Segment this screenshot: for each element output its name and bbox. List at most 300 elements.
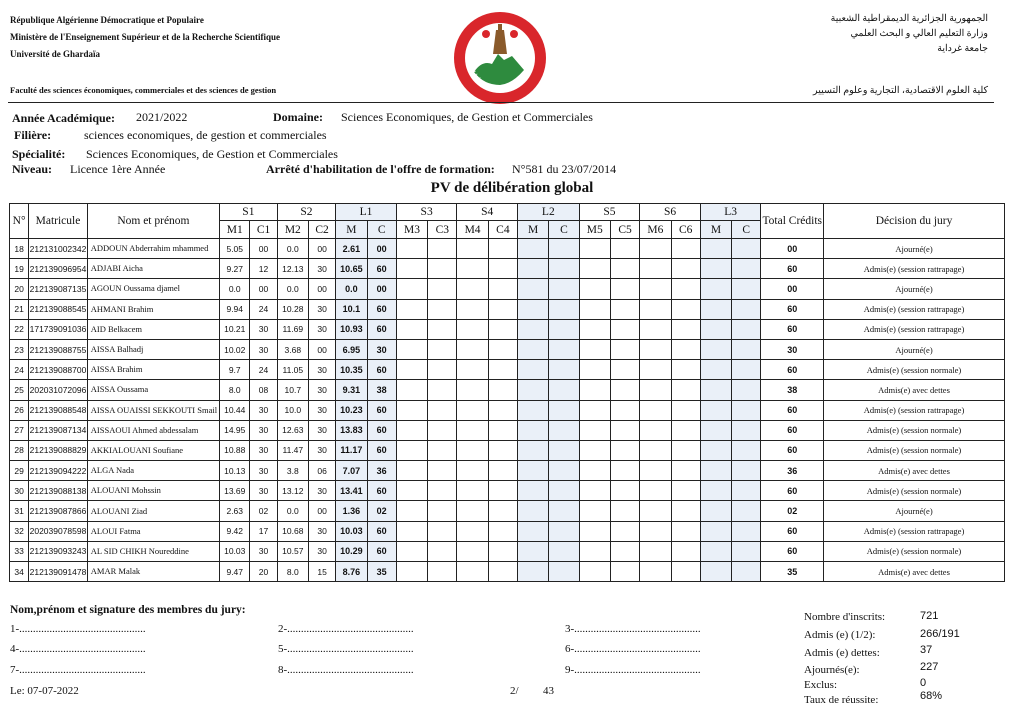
empty-grade-cell [610,420,639,440]
faculty-ar: كلية العلوم الاقتصادية، التجارية وعلوم التسيير [813,86,988,96]
empty-grade-cell [518,400,549,420]
empty-grade-cell [671,481,700,501]
empty-grade-cell [518,501,549,521]
empty-grade-cell [488,481,517,501]
empty-grade-cell [610,339,639,359]
empty-grade-cell [428,339,457,359]
empty-grade-cell [396,562,427,582]
empty-grade-cell [457,239,488,259]
empty-grade-cell [396,360,427,380]
s1-m1-cell: 10.44 [220,400,250,420]
l1-moyenne-cell: 10.23 [336,400,367,420]
name-cell: AISSA Balhadj [87,339,219,359]
empty-grade-cell [579,319,610,339]
table-row [10,259,1005,279]
l1-credits-cell: 60 [367,420,396,440]
col-decision: Décision du jury [824,204,1005,239]
name-cell: ADDOUN Abderrahim mhammed [87,239,219,259]
empty-grade-cell [428,259,457,279]
empty-grade-cell [396,461,427,481]
empty-grade-cell [610,481,639,501]
empty-grade-cell [457,420,488,440]
l1-credits-cell: 60 [367,299,396,319]
empty-grade-cell [518,562,549,582]
col-total: Total Crédits [761,204,824,239]
s2-c2-cell: 30 [308,440,335,460]
empty-grade-cell [518,420,549,440]
s1-m1-cell: 2.63 [220,501,250,521]
name-cell: AISSA Oussama [87,380,219,400]
l1-moyenne-cell: 10.03 [336,521,367,541]
empty-grade-cell [732,440,761,460]
l1-credits-cell: 60 [367,521,396,541]
empty-grade-cell [488,380,517,400]
l1-credits-cell: 60 [367,360,396,380]
faculty-fr: Faculté des sciences économiques, commerciales et des sciences de gestion [10,85,277,95]
empty-grade-cell [549,481,579,501]
s2-c2-cell: 30 [308,259,335,279]
empty-grade-cell [579,541,610,561]
s2-m2-cell: 10.57 [277,541,308,561]
empty-grade-cell [700,279,731,299]
col-matricule: Matricule [29,204,88,239]
name-cell: ALOUI Fatma [87,521,219,541]
decision-cell: Admis(e) (session normale) [824,440,1005,460]
empty-grade-cell [610,239,639,259]
empty-grade-cell [640,481,671,501]
matricule-cell: 212139094222 [29,461,88,481]
empty-grade-cell [457,339,488,359]
empty-grade-cell [457,541,488,561]
l1-moyenne-cell: 13.41 [336,481,367,501]
empty-grade-cell [549,339,579,359]
stat-dettes-label: Admis (e) dettes: [804,647,880,659]
col-s6: S6 [640,204,701,221]
empty-grade-cell [610,299,639,319]
empty-grade-cell [732,279,761,299]
sub-l1-c: C [367,221,396,239]
empty-grade-cell [640,521,671,541]
empty-grade-cell [396,259,427,279]
empty-grade-cell [732,360,761,380]
empty-grade-cell [549,360,579,380]
s2-m2-cell: 10.28 [277,299,308,319]
stat-taux-label: Taux de réussite: [804,694,879,706]
empty-grade-cell [671,541,700,561]
empty-grade-cell [700,420,731,440]
university-ar: جامعة غرداية [937,44,988,54]
empty-grade-cell [640,420,671,440]
sub-m4: M4 [457,221,488,239]
empty-grade-cell [518,259,549,279]
s1-c1-cell: 24 [250,299,277,319]
s2-m2-cell: 10.68 [277,521,308,541]
row-number: 18 [10,239,29,259]
empty-grade-cell [579,461,610,481]
empty-grade-cell [549,380,579,400]
s1-m1-cell: 10.13 [220,461,250,481]
empty-grade-cell [671,339,700,359]
empty-grade-cell [671,400,700,420]
l1-moyenne-cell: 6.95 [336,339,367,359]
empty-grade-cell [640,339,671,359]
s2-m2-cell: 11.05 [277,360,308,380]
empty-grade-cell [518,360,549,380]
table-row [10,420,1005,440]
decision-cell: Admis(e) avec dettes [824,562,1005,582]
sub-c6: C6 [671,221,700,239]
empty-grade-cell [457,360,488,380]
s2-c2-cell: 00 [308,501,335,521]
s1-m1-cell: 5.05 [220,239,250,259]
empty-grade-cell [428,501,457,521]
empty-grade-cell [610,541,639,561]
arrete-value: N°581 du 23/07/2014 [512,162,617,176]
empty-grade-cell [700,541,731,561]
empty-grade-cell [640,541,671,561]
empty-grade-cell [732,380,761,400]
empty-grade-cell [671,420,700,440]
empty-grade-cell [457,521,488,541]
s2-m2-cell: 13.12 [277,481,308,501]
s2-c2-cell: 30 [308,380,335,400]
empty-grade-cell [488,420,517,440]
empty-grade-cell [428,461,457,481]
s1-c1-cell: 30 [250,481,277,501]
empty-grade-cell [610,380,639,400]
s2-m2-cell: 11.69 [277,319,308,339]
l1-credits-cell: 35 [367,562,396,582]
empty-grade-cell [640,562,671,582]
col-l1: L1 [336,204,397,221]
s2-m2-cell: 8.0 [277,562,308,582]
l1-moyenne-cell: 9.31 [336,380,367,400]
stat-exclus-label: Exclus: [804,679,837,691]
republic-fr: République Algérienne Démocratique et Populaire [10,15,204,25]
s1-m1-cell: 10.03 [220,541,250,561]
empty-grade-cell [549,239,579,259]
table-row [10,562,1005,582]
empty-grade-cell [428,562,457,582]
empty-grade-cell [518,481,549,501]
niveau-label: Niveau: [12,162,52,176]
arrete-label: Arrêté d'habilitation de l'offre de formation: [266,162,495,176]
name-cell: AHMANI Brahim [87,299,219,319]
sub-c5: C5 [610,221,639,239]
table-row [10,521,1005,541]
matricule-cell: 212139093243 [29,541,88,561]
empty-grade-cell [396,239,427,259]
empty-grade-cell [732,400,761,420]
l1-credits-cell: 38 [367,380,396,400]
decision-cell: Admis(e) (session normale) [824,360,1005,380]
s2-c2-cell: 30 [308,541,335,561]
empty-grade-cell [488,239,517,259]
row-number: 23 [10,339,29,359]
s1-c1-cell: 30 [250,400,277,420]
decision-cell: Ajourné(e) [824,239,1005,259]
empty-grade-cell [610,440,639,460]
signature-line-7: 7-.............................................. [10,664,146,676]
republic-ar: الجمهورية الجزائرية الديمقراطية الشعبية [830,14,988,24]
name-cell: AISSA Brahim [87,360,219,380]
empty-grade-cell [640,319,671,339]
table-row [10,380,1005,400]
signature-line-4: 4-.............................................. [10,643,146,655]
s1-c1-cell: 30 [250,420,277,440]
table-row [10,440,1005,460]
empty-grade-cell [671,501,700,521]
empty-grade-cell [457,440,488,460]
l1-moyenne-cell: 8.76 [336,562,367,582]
row-number: 19 [10,259,29,279]
table-row [10,279,1005,299]
empty-grade-cell [549,541,579,561]
empty-grade-cell [640,259,671,279]
s1-m1-cell: 9.27 [220,259,250,279]
s1-c1-cell: 00 [250,279,277,299]
l1-moyenne-cell: 10.35 [336,360,367,380]
empty-grade-cell [732,541,761,561]
empty-grade-cell [549,501,579,521]
empty-grade-cell [579,420,610,440]
col-nom: Nom et prénom [87,204,219,239]
empty-grade-cell [488,440,517,460]
ministry-fr: Ministère de l'Enseignement Supérieur et de la Recherche Scientifique [10,32,280,42]
s1-c1-cell: 02 [250,501,277,521]
empty-grade-cell [671,299,700,319]
empty-grade-cell [671,380,700,400]
row-number: 25 [10,380,29,400]
total-credits-cell: 60 [761,360,824,380]
matricule-cell: 212139096954 [29,259,88,279]
matricule-cell: 212139087866 [29,501,88,521]
total-credits-cell: 35 [761,562,824,582]
stat-dettes-value: 37 [920,644,933,656]
empty-grade-cell [396,440,427,460]
l1-moyenne-cell: 10.65 [336,259,367,279]
empty-grade-cell [610,400,639,420]
empty-grade-cell [488,360,517,380]
s2-m2-cell: 12.13 [277,259,308,279]
empty-grade-cell [732,259,761,279]
table-row [10,501,1005,521]
sub-m3: M3 [396,221,427,239]
sub-l2-c: C [549,221,579,239]
empty-grade-cell [457,400,488,420]
l1-credits-cell: 60 [367,319,396,339]
annee-label: Année Académique: [12,111,115,125]
signature-line-2: 2-.............................................. [278,623,414,635]
empty-grade-cell [396,420,427,440]
row-number: 20 [10,279,29,299]
matricule-cell: 171739091036 [29,319,88,339]
empty-grade-cell [488,461,517,481]
empty-grade-cell [640,279,671,299]
total-credits-cell: 60 [761,420,824,440]
empty-grade-cell [732,299,761,319]
table-row [10,239,1005,259]
col-l2: L2 [518,204,580,221]
empty-grade-cell [457,299,488,319]
s1-m1-cell: 0.0 [220,279,250,299]
empty-grade-cell [640,400,671,420]
empty-grade-cell [518,239,549,259]
table-row [10,360,1005,380]
name-cell: AKKIALOUANI Soufiane [87,440,219,460]
row-number: 33 [10,541,29,561]
row-number: 22 [10,319,29,339]
empty-grade-cell [488,541,517,561]
l1-moyenne-cell: 10.93 [336,319,367,339]
sub-l3-m: M [700,221,731,239]
total-credits-cell: 36 [761,461,824,481]
table-row [10,481,1005,501]
name-cell: AMAR Malak [87,562,219,582]
s1-c1-cell: 30 [250,319,277,339]
s2-m2-cell: 12.63 [277,420,308,440]
l1-moyenne-cell: 11.17 [336,440,367,460]
empty-grade-cell [488,562,517,582]
name-cell: AID Belkacem [87,319,219,339]
empty-grade-cell [700,259,731,279]
empty-grade-cell [579,481,610,501]
specialite-value: Sciences Economiques, de Gestion et Commerciales [86,147,338,161]
empty-grade-cell [549,562,579,582]
row-number: 31 [10,501,29,521]
s2-c2-cell: 30 [308,521,335,541]
empty-grade-cell [640,501,671,521]
total-credits-cell: 60 [761,259,824,279]
empty-grade-cell [549,319,579,339]
empty-grade-cell [579,521,610,541]
l1-credits-cell: 00 [367,239,396,259]
empty-grade-cell [700,360,731,380]
empty-grade-cell [700,521,731,541]
empty-grade-cell [700,319,731,339]
empty-grade-cell [732,239,761,259]
stat-inscrits-label: Nombre d'inscrits: [804,611,886,623]
s2-c2-cell: 15 [308,562,335,582]
decision-cell: Admis(e) (session rattrapage) [824,319,1005,339]
table-row [10,299,1005,319]
s2-c2-cell: 00 [308,339,335,359]
empty-grade-cell [671,440,700,460]
row-number: 26 [10,400,29,420]
empty-grade-cell [428,319,457,339]
decision-cell: Admis(e) (session rattrapage) [824,400,1005,420]
empty-grade-cell [610,319,639,339]
s2-c2-cell: 30 [308,420,335,440]
empty-grade-cell [671,360,700,380]
empty-grade-cell [671,319,700,339]
matricule-cell: 212139091478 [29,562,88,582]
empty-grade-cell [428,440,457,460]
total-credits-cell: 02 [761,501,824,521]
sub-l3-c: C [732,221,761,239]
decision-cell: Ajourné(e) [824,279,1005,299]
stat-admis-value: 266/191 [920,628,960,640]
empty-grade-cell [732,461,761,481]
empty-grade-cell [518,319,549,339]
s1-m1-cell: 10.21 [220,319,250,339]
decision-cell: Admis(e) avec dettes [824,380,1005,400]
table-row [10,339,1005,359]
empty-grade-cell [428,481,457,501]
row-number: 34 [10,562,29,582]
empty-grade-cell [488,339,517,359]
stat-exclus-value: 0 [920,677,927,689]
name-cell: AISSA OUAISSI SEKKOUTI Smail [87,400,219,420]
empty-grade-cell [579,380,610,400]
university-fr: Université de Ghardaïa [10,49,100,59]
empty-grade-cell [732,319,761,339]
s1-c1-cell: 00 [250,239,277,259]
l1-moyenne-cell: 7.07 [336,461,367,481]
empty-grade-cell [549,299,579,319]
s2-m2-cell: 3.68 [277,339,308,359]
empty-grade-cell [610,259,639,279]
s2-c2-cell: 30 [308,360,335,380]
empty-grade-cell [396,400,427,420]
row-number: 32 [10,521,29,541]
s2-c2-cell: 30 [308,299,335,319]
s2-c2-cell: 30 [308,400,335,420]
name-cell: ALGA Nada [87,461,219,481]
empty-grade-cell [640,440,671,460]
empty-grade-cell [579,239,610,259]
l1-credits-cell: 60 [367,400,396,420]
empty-grade-cell [579,339,610,359]
matricule-cell: 212139088829 [29,440,88,460]
l1-credits-cell: 00 [367,279,396,299]
specialite-label: Spécialité: [12,147,66,161]
empty-grade-cell [488,501,517,521]
empty-grade-cell [488,400,517,420]
s2-m2-cell: 10.7 [277,380,308,400]
stat-ajournes-value: 227 [920,661,939,673]
l1-credits-cell: 36 [367,461,396,481]
total-credits-cell: 60 [761,541,824,561]
s1-m1-cell: 13.69 [220,481,250,501]
header-ar [831,12,988,57]
empty-grade-cell [428,239,457,259]
empty-grade-cell [428,360,457,380]
s1-m1-cell: 10.02 [220,339,250,359]
decision-cell: Admis(e) (session normale) [824,481,1005,501]
s2-m2-cell: 11.47 [277,440,308,460]
empty-grade-cell [428,380,457,400]
empty-grade-cell [700,440,731,460]
col-s4: S4 [457,204,518,221]
total-credits-cell: 60 [761,440,824,460]
s1-c1-cell: 30 [250,461,277,481]
s1-m1-cell: 10.88 [220,440,250,460]
empty-grade-cell [457,461,488,481]
empty-grade-cell [700,400,731,420]
row-number: 29 [10,461,29,481]
total-credits-cell: 60 [761,521,824,541]
empty-grade-cell [671,461,700,481]
decision-cell: Admis(e) (session rattrapage) [824,521,1005,541]
empty-grade-cell [518,279,549,299]
university-logo [452,10,548,106]
empty-grade-cell [579,400,610,420]
col-s1: S1 [220,204,278,221]
empty-grade-cell [396,339,427,359]
empty-grade-cell [428,299,457,319]
signature-line-6: 6-.............................................. [565,643,701,655]
